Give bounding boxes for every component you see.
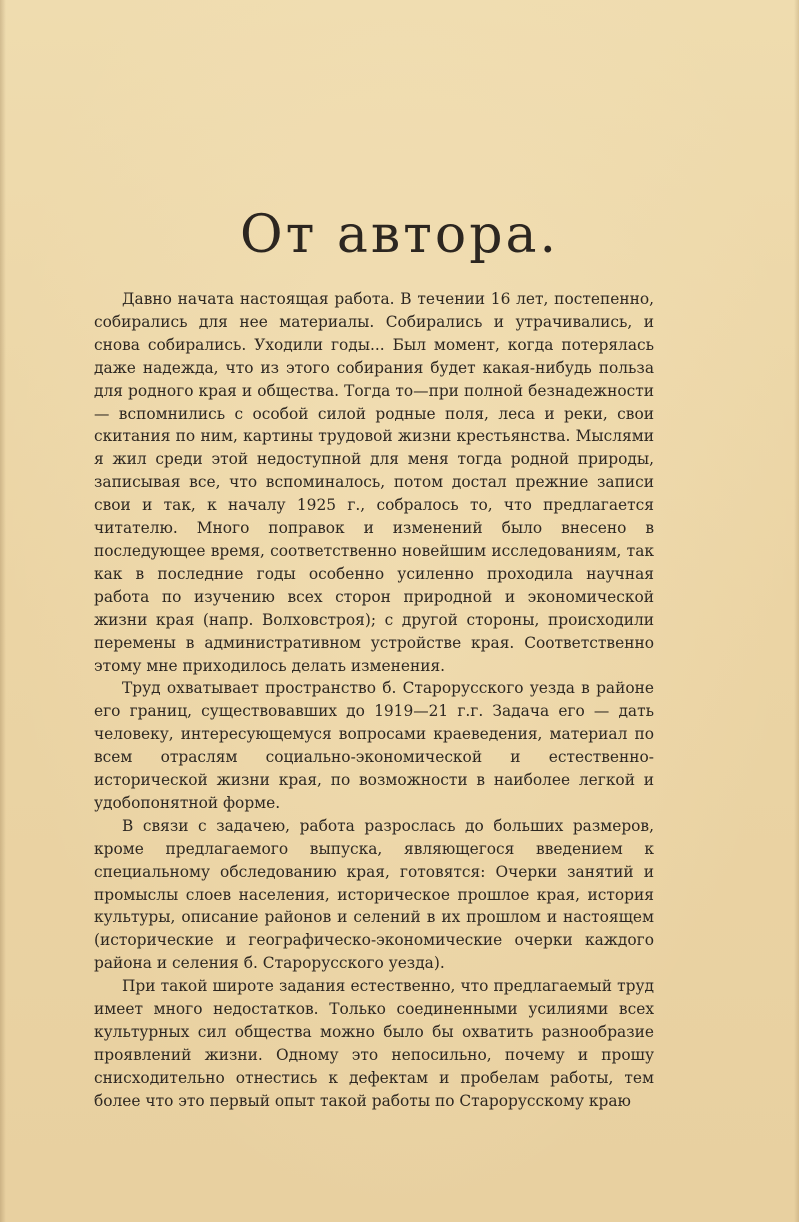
page-left-edge	[0, 0, 6, 1222]
paragraph-4: При такой широте задания естественно, что предлагаемый труд имеет много недостатков. Только соединенными усилиями всех культурных сил общества можно было бы охватить разнообразие проявлений жизни. Одному это непосильно, почему и прошу снисходительно отнестись к дефектам и пробелам работы, тем более что это первый опыт такой работы по Старорусскому краю	[94, 977, 654, 1110]
body-text	[94, 288, 654, 1113]
paragraph-2: Труд охватывает пространство б. Старорусского уезда в районе его границ, существовавших до 1919—21 г.г. Задача его — дать человеку, интересующемуся вопросами краеведения, материал по всем отраслям социально-экономической и естественно-исторической жизни края, по возможности в наиболее легкой и удобопонятной форме.	[94, 679, 654, 812]
page-title: От автора.	[239, 205, 560, 265]
paragraph-1: Давно начата настоящая работа. В течении 16 лет, постепенно, собирались для нее материалы. Собирались и утрачивались, и снова собирались. Уходили годы... Был момент, когда потерялась даже надежда, что из этого собирания будет какая-нибудь польза для родного края и общества. Тогда то—при полной безнадежности— вспомнились с особой силой родные поля, леса и реки, свои скитания по ним, картины трудовой жизни крестьянства. Мыслями я жил среди этой недоступной для меня тогда родной природы, записывая все, что вспоминалось, потом достал прежние записи свои и так, к началу 1925 г., собралось то, что предлагается читателю. Много поправок и изменений было внесено в последующее время, соответственно новейшим исследованиям, так как в последние годы особенно усиленно проходила научная работа по изучению всех сторон природной и экономической жизни края (напр. Волховстроя); с другой стороны, происходили перемены в административном устройстве края. Соответственно этому мне приходилось делать изменения.	[94, 290, 654, 675]
page-right-edge	[794, 0, 799, 1222]
paragraph-3: В связи с задачею, работа разрослась до больших размеров, кроме предлагаемого выпуска, являющегося введением к специальному обследованию края, готовятся: Очерки занятий и промыслы слоев населения, историческое прошлое края, история культуры, описание районов и селений в их прошлом и настоящем (исторические и географическо-экономические очерки каждого района и селения б. Старорусского уезда).	[94, 816, 654, 973]
